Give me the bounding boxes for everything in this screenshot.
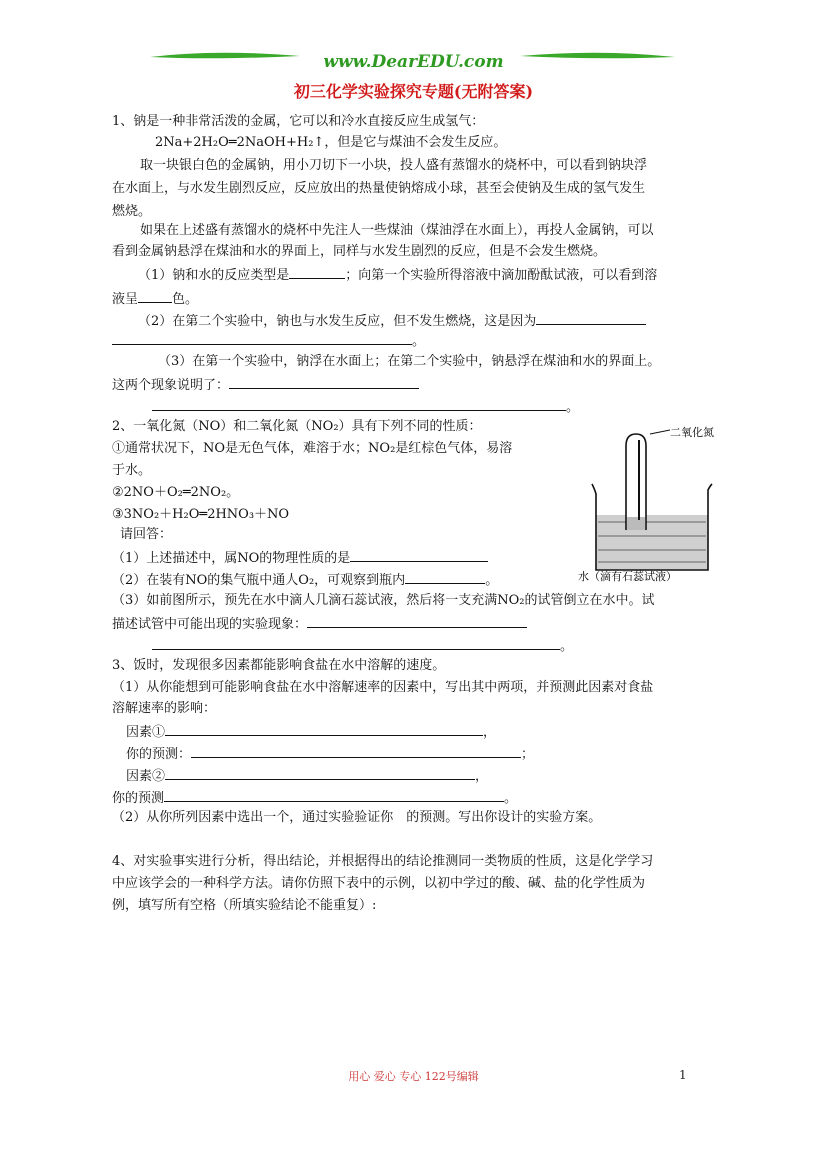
q4-line1: 4、对实验事实进行分析，得出结论，并根据得出的结论推测同一类物质的性质，这是化学学习 xyxy=(112,854,654,869)
beaker-figure xyxy=(570,420,730,585)
q3-intro: 3、饭时，发现很多因素都能影响食盐在水中溶解的速度。 xyxy=(112,658,446,673)
q1-sub2-line2 xyxy=(112,331,425,351)
q3-prediction1 xyxy=(126,744,534,764)
test-tube xyxy=(626,434,646,530)
q1-sub1-line2 xyxy=(112,289,198,309)
q1-paragraph2-line2: 看到金属钠悬浮在煤油和水的界面上，同样与水发生剧烈的反应，但是不会发生燃烧。 xyxy=(112,244,607,259)
q3-factor1 xyxy=(126,722,496,742)
q2-sub2-text: （2）在装有NO的集气瓶中通人O₂，可观察到瓶内 xyxy=(112,573,406,588)
q4-line3: 例，填写所有空格（所填实验结论不能重复）: xyxy=(112,898,377,913)
q2-sub2-blank[interactable] xyxy=(405,570,485,584)
q3-prediction1-end: ； xyxy=(521,747,535,762)
q1-sub3-line3 xyxy=(152,397,579,417)
q2-sub1 xyxy=(112,548,488,568)
q3-factor2-end: ， xyxy=(475,769,489,784)
q1-sub3-blank1[interactable] xyxy=(229,375,419,389)
q1-sub1-text-c: 液呈 xyxy=(112,292,139,307)
q3-prediction2-label: 你的预测 xyxy=(112,791,165,806)
q2-sub3-line3 xyxy=(152,636,573,656)
q1-sub3-line2 xyxy=(112,375,419,395)
label-pointer xyxy=(650,430,670,434)
q2-sub3-end: 。 xyxy=(560,639,574,654)
q1-paragraph1-line3: 燃烧。 xyxy=(112,204,152,219)
q1-sub1-text-d: 色。 xyxy=(172,292,199,307)
q3-sub2: （2）从你所列因素中选出一个，通过实验验证你 的预测。写出你设计的实验方案。 xyxy=(112,810,602,825)
q2-intro: 2、一氧化氮（NO）和二氧化氮（NO₂）具有下列不同的性质： xyxy=(112,419,482,434)
q3-factor2 xyxy=(126,766,488,786)
q3-prediction2-end: 。 xyxy=(504,791,518,806)
q1-paragraph1-line1: 取一块银白色的金属钠，用小刀切下一小块，投人盛有蒸馏水的烧杯中，可以看到钠块浮 xyxy=(140,158,648,173)
q1-sub1-text-a: （1）钠和水的反应类型是 xyxy=(138,268,290,283)
q3-prediction2-blank[interactable] xyxy=(164,788,504,802)
tube-liquid xyxy=(627,517,645,530)
q2-sub1-blank[interactable] xyxy=(350,548,488,562)
q1-paragraph1-line2: 在水面上，与水发生剧烈反应，反应放出的热量使钠熔成小球，甚至会使钠及生成的氢气发生 xyxy=(112,181,646,196)
q4-line2: 中应该学会的一种科学方法。请你仿照下表中的示例，以初中学过的酸、碱、盐的化学性质为 xyxy=(112,876,646,891)
q2-sub3-blank1[interactable] xyxy=(307,614,527,628)
q3-factor1-end: ， xyxy=(483,725,497,740)
q2-sub3-line1: （3）如前图所示，预先在水中滴人几滴石蕊试液，然后将一支充满NO₂的试管倒立在水中。试 xyxy=(112,593,655,608)
q1-equation: 2Na+2H₂O═2NaOH+H₂↑，但是它与煤油不会发生反应。 xyxy=(155,135,507,150)
q3-factor2-blank[interactable] xyxy=(165,766,475,780)
q3-sub1-line2: 溶解速率的影响： xyxy=(112,701,217,716)
q1-sub2-line1 xyxy=(138,311,646,331)
q3-factor2-label: 因素② xyxy=(126,769,166,784)
q1-sub1-line1 xyxy=(138,265,657,285)
q1-sub2-text: （2）在第二个实验中，钠也与水发生反应，但不发生燃烧，这是因为 xyxy=(138,314,537,329)
q2-property1-line1: ①通常状况下，NO是无色气体，难溶于水；NO₂是红棕色气体，易溶 xyxy=(112,441,513,456)
q1-sub1-blank2[interactable] xyxy=(138,289,172,303)
q2-ask: 请回答： xyxy=(120,527,173,542)
q3-prediction2 xyxy=(112,788,517,808)
q2-sub3-text: 描述试管中可能出现的实验现象： xyxy=(112,617,308,632)
q1-intro: 1、钠是一种非常活泼的金属，它可以和冷水直接反应生成氢气： xyxy=(112,114,485,129)
q1-paragraph2-line1: 如果在上述盛有蒸馏水的烧杯中先注人一些煤油（煤油浮在水面上），再投人金属钠，可以 xyxy=(140,223,654,238)
q2-property1-line2: 于水。 xyxy=(112,463,152,478)
document-title: 初三化学实验探究专题(无附答案) xyxy=(293,82,534,101)
q1-sub2-blank1[interactable] xyxy=(536,311,646,325)
figure-label-water: 水（滴有石蕊试液） xyxy=(578,570,677,583)
figure-label-no2: 二氧化氮 xyxy=(670,426,714,439)
q2-sub1-text: （1）上述描述中，属NO的物理性质的是 xyxy=(112,551,351,566)
q3-sub1-line1: （1）从你能想到可能影响食盐在水中溶解速率的因素中，写出其中两项，并预测此因素对食盐 xyxy=(112,680,654,695)
q2-sub3-line2 xyxy=(112,614,527,634)
q1-sub3-blank2[interactable] xyxy=(152,397,566,411)
q2-sub3-blank2[interactable] xyxy=(152,636,560,650)
q1-sub3-end: 。 xyxy=(566,400,580,415)
q2-sub2-end: 。 xyxy=(485,573,499,588)
q1-sub1-text-b: ；向第一个实验所得溶液中滴加酚酞试液，可以看到溶 xyxy=(345,268,658,283)
q2-sub2 xyxy=(112,570,498,590)
q1-sub2-end: 。 xyxy=(412,334,426,349)
page-number: 1 xyxy=(679,1068,687,1082)
footer-text: 用心 爱心 专心 122号编辑 xyxy=(348,1070,479,1083)
q1-sub3-line1: （3）在第一个实验中，钠浮在水面上；在第二个实验中，钠悬浮在煤油和水的界面上。 xyxy=(158,354,661,369)
q1-sub2-blank2[interactable] xyxy=(112,331,412,345)
q3-factor1-blank[interactable] xyxy=(165,722,483,736)
q2-property2: ②2NO＋O₂═2NO₂。 xyxy=(112,485,240,500)
q1-sub1-blank1[interactable] xyxy=(289,265,345,279)
q2-property3: ③3NO₂＋H₂O═2HNO₃＋NO xyxy=(112,507,290,522)
q3-factor1-label: 因素① xyxy=(126,725,166,740)
q3-prediction1-blank[interactable] xyxy=(191,744,521,758)
site-title: www.DearEDU.com xyxy=(323,52,504,72)
q1-sub3-text: 这两个现象说明了： xyxy=(112,378,230,393)
q3-prediction1-label: 你的预测： xyxy=(126,747,192,762)
